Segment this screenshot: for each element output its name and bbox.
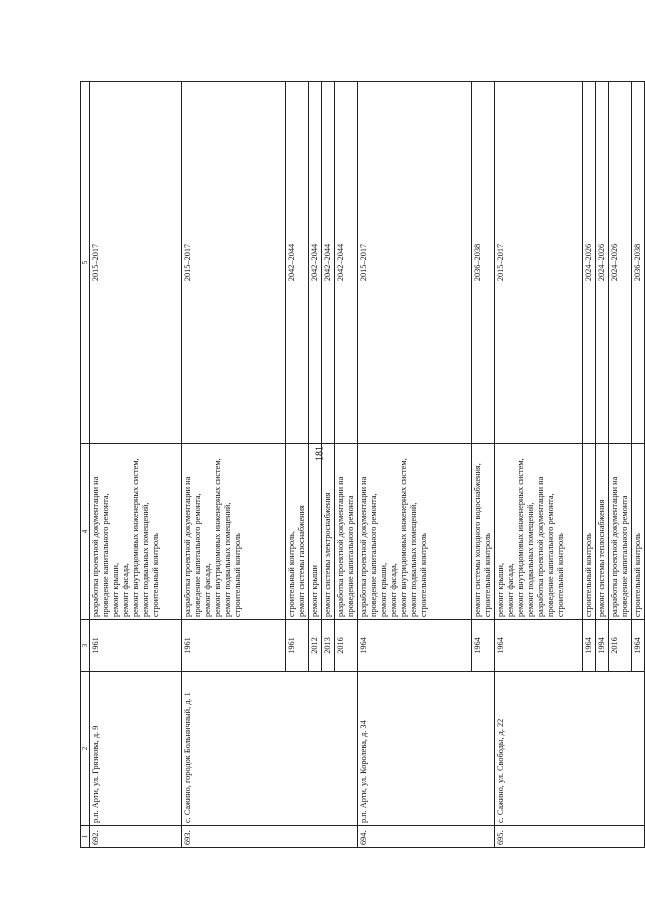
row-year: 1961: [182, 620, 286, 672]
row-number: 692.: [90, 826, 182, 848]
row-period: 2042–2044: [286, 82, 309, 444]
header-row: [81, 82, 90, 848]
row-period: 2024–2026: [609, 82, 632, 444]
row-year: 1964: [583, 620, 596, 672]
row-year: 1961: [90, 620, 182, 672]
header-col-1: 1: [81, 826, 90, 848]
row-work: разработка проектной документации на проведение капитального ремонта: [609, 444, 632, 620]
row-period: 2042–2044: [335, 82, 358, 444]
row-year: 2016: [335, 620, 358, 672]
row-work: ремонт крыши, ремонт фасада, ремонт внутридомовых инженерных систем, ремонт подвальных помещений, разработка проектной документации на проведение капитального ремонта, строительный контроль: [495, 444, 583, 620]
row-work: разработка проектной документации на проведение капитального ремонта, ремонт фасада, ремонт внутридомовых инженерных систем, ремонт подвальных помещений, строительный контроль: [182, 444, 286, 620]
row-number: 694.: [358, 826, 495, 848]
row-period: 2015–2017: [90, 82, 182, 444]
row-period: 2036–2038: [632, 82, 645, 444]
row-year: 1964: [495, 620, 583, 672]
row-number: 695.: [495, 826, 645, 848]
row-period: 2015–2017: [358, 82, 472, 444]
row-year: 1961: [286, 620, 309, 672]
row-work: ремонт системы холодного водоснабжения, строительный контроль: [472, 444, 495, 620]
row-work: ремонт системы электроснабжения: [322, 444, 335, 620]
row-work: строительный контроль, ремонт системы газоснабжения: [286, 444, 309, 620]
row-work: ремонт крыши: [309, 444, 322, 620]
row-year: 1964: [358, 620, 472, 672]
row-work: строительный контроль: [583, 444, 596, 620]
table-row: [495, 82, 583, 848]
header-col-2: 2: [81, 672, 90, 826]
row-year: 2012: [309, 620, 322, 672]
row-year: 1964: [632, 620, 645, 672]
row-year: 2013: [322, 620, 335, 672]
page-number: 181: [314, 446, 326, 461]
row-period: 2042–2044: [322, 82, 335, 444]
table-row: [182, 82, 286, 848]
row-number: 693.: [182, 826, 358, 848]
row-period: 2024–2026: [583, 82, 596, 444]
row-period: 2015–2017: [495, 82, 583, 444]
repair-schedule-table: [80, 82, 642, 848]
row-work: ремонт системы теплоснабжения: [596, 444, 609, 620]
row-address: р.п. Арти, ул. Королева, д. 34: [358, 672, 495, 826]
table-row: [90, 82, 182, 848]
row-period: 2015–2017: [182, 82, 286, 444]
row-address: р.п. Арти, ул. Грязнова, д. 9: [90, 672, 182, 826]
row-work: разработка проектной документации на проведение капитального ремонта, ремонт крыши, ремонт фасада, ремонт внутридомовых инженерных систем, ремонт подвальных помещений, строительный контроль: [90, 444, 182, 620]
row-address: с. Сажино, городок Больничный, д. 1: [182, 672, 358, 826]
header-col-4: 4: [81, 444, 90, 620]
header-col-3: 3: [81, 620, 90, 672]
row-year: 2016: [609, 620, 632, 672]
row-period: 2036–2038: [472, 82, 495, 444]
row-period: 2042–2044: [309, 82, 322, 444]
row-period: 2024–2026: [596, 82, 609, 444]
row-work: строительный контроль: [632, 444, 645, 620]
row-year: 1994: [596, 620, 609, 672]
table: [80, 81, 645, 848]
row-address: с. Сажино, ул. Свободы, д. 22: [495, 672, 645, 826]
row-work: разработка проектной документации на проведение капитального ремонта, ремонт крыши, ремонт фасада, ремонт внутридомовых инженерных систем, ремонт подвальных помещений, строительный контроль: [358, 444, 472, 620]
row-year: 1964: [472, 620, 495, 672]
row-work: разработка проектной документации на проведение капитального ремонта: [335, 444, 358, 620]
header-col-5: 5: [81, 82, 90, 444]
table-row: [358, 82, 472, 848]
